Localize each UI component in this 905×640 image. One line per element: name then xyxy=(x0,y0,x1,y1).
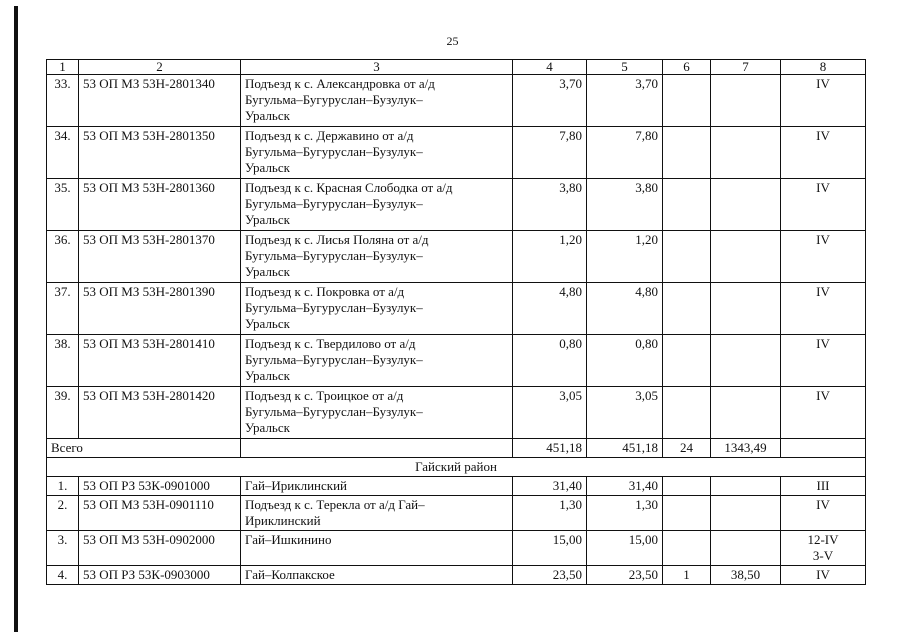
table-row xyxy=(47,335,866,387)
row-number: 3. xyxy=(47,531,79,566)
road-category-line: 3-V xyxy=(812,548,834,563)
road-code: 53 ОП МЗ 53Н-2801350 xyxy=(79,127,241,179)
road-name xyxy=(241,283,513,335)
road-name-line: Подъезд к с. Александровка от а/д xyxy=(245,76,435,91)
table-row xyxy=(47,179,866,231)
bridges-length xyxy=(711,335,781,387)
bridges-length xyxy=(711,477,781,496)
bridges-length xyxy=(711,387,781,439)
row-number: 33. xyxy=(47,75,79,127)
road-name xyxy=(241,496,513,531)
table-row xyxy=(47,566,866,585)
length-hard-surface: 3,80 xyxy=(587,179,663,231)
road-category-line: IV xyxy=(816,497,830,512)
road-name-line: Уральск xyxy=(245,316,290,331)
road-category-line: III xyxy=(816,478,830,493)
total-category xyxy=(781,439,866,458)
bridges-count xyxy=(663,231,711,283)
road-category-line: 12-IV xyxy=(807,532,839,547)
table-row xyxy=(47,496,866,531)
road-name-line: Уральск xyxy=(245,264,290,279)
length-hard-surface: 15,00 xyxy=(587,531,663,566)
road-category: IV xyxy=(781,335,866,387)
road-name-line: Уральск xyxy=(245,368,290,383)
road-category: IV xyxy=(781,387,866,439)
bridges-length xyxy=(711,531,781,566)
road-category: IV xyxy=(781,127,866,179)
total-label: Всего xyxy=(47,439,241,458)
table-row xyxy=(47,477,866,496)
bridges-count: 1 xyxy=(663,566,711,585)
road-name-line: Уральск xyxy=(245,108,290,123)
road-name-line: Подъезд к с. Твердилово от а/д xyxy=(245,336,416,351)
road-name-line: Бугульма–Бугуруслан–Бузулук– xyxy=(245,92,423,107)
header-row xyxy=(47,60,866,75)
table-row xyxy=(47,387,866,439)
bridges-count xyxy=(663,127,711,179)
bridges-length xyxy=(711,179,781,231)
total-bridges-length: 1343,49 xyxy=(711,439,781,458)
road-name-line: Бугульма–Бугуруслан–Бузулук– xyxy=(245,196,423,211)
header-cell: 5 xyxy=(587,60,663,75)
roads-table xyxy=(46,59,866,585)
bridges-count xyxy=(663,477,711,496)
road-code: 53 ОП МЗ 53Н-2801370 xyxy=(79,231,241,283)
row-number: 4. xyxy=(47,566,79,585)
header-cell: 3 xyxy=(241,60,513,75)
road-category: IV xyxy=(781,283,866,335)
road-name-line: Подъезд к с. Державино от а/д xyxy=(245,128,414,143)
length-hard-surface: 4,80 xyxy=(587,283,663,335)
row-number: 36. xyxy=(47,231,79,283)
length-total: 7,80 xyxy=(513,127,587,179)
road-category xyxy=(781,477,866,496)
bridges-length xyxy=(711,75,781,127)
row-number: 1. xyxy=(47,477,79,496)
bridges-count xyxy=(663,335,711,387)
road-category: IV xyxy=(781,231,866,283)
length-hard-surface: 1,30 xyxy=(587,496,663,531)
header-cell: 6 xyxy=(663,60,711,75)
road-name-line: Подъезд к с. Красная Слободка от а/д xyxy=(245,180,453,195)
table-row xyxy=(47,75,866,127)
road-name xyxy=(241,477,513,496)
row-number: 34. xyxy=(47,127,79,179)
road-name-line: Бугульма–Бугуруслан–Бузулук– xyxy=(245,144,423,159)
length-total: 1,20 xyxy=(513,231,587,283)
road-name xyxy=(241,179,513,231)
bridges-count xyxy=(663,75,711,127)
length-hard-surface: 23,50 xyxy=(587,566,663,585)
road-name xyxy=(241,566,513,585)
bridges-length: 38,50 xyxy=(711,566,781,585)
road-name-line: Уральск xyxy=(245,212,290,227)
bridges-count xyxy=(663,283,711,335)
road-code: 53 ОП МЗ 53Н-2801420 xyxy=(79,387,241,439)
total-bridges-count: 24 xyxy=(663,439,711,458)
road-code: 53 ОП МЗ 53Н-2801340 xyxy=(79,75,241,127)
total-hard-surface: 451,18 xyxy=(587,439,663,458)
road-name xyxy=(241,531,513,566)
row-number: 38. xyxy=(47,335,79,387)
bridges-count xyxy=(663,531,711,566)
length-hard-surface: 7,80 xyxy=(587,127,663,179)
road-name-line: Бугульма–Бугуруслан–Бузулук– xyxy=(245,404,423,419)
row-number: 35. xyxy=(47,179,79,231)
road-category xyxy=(781,566,866,585)
scan-edge-line xyxy=(14,6,18,632)
road-name-line: Ириклинский xyxy=(245,513,321,528)
row-number: 39. xyxy=(47,387,79,439)
road-code: 53 ОП МЗ 53Н-2801390 xyxy=(79,283,241,335)
bridges-count xyxy=(663,387,711,439)
bridges-count xyxy=(663,179,711,231)
bridges-length xyxy=(711,496,781,531)
total-length: 451,18 xyxy=(513,439,587,458)
road-name-line: Гай–Ишкинино xyxy=(245,532,332,547)
road-category-line: IV xyxy=(816,567,830,582)
road-name xyxy=(241,335,513,387)
length-total: 23,50 xyxy=(513,566,587,585)
district-heading: Гайский район xyxy=(47,458,866,477)
table-row xyxy=(47,283,866,335)
road-name-line: Бугульма–Бугуруслан–Бузулук– xyxy=(245,300,423,315)
header-cell: 4 xyxy=(513,60,587,75)
row-number: 2. xyxy=(47,496,79,531)
header-cell: 7 xyxy=(711,60,781,75)
length-total: 15,00 xyxy=(513,531,587,566)
road-code: 53 ОП РЗ 53К-0903000 xyxy=(79,566,241,585)
header-cell: 1 xyxy=(47,60,79,75)
page-number: 25 xyxy=(446,34,459,48)
road-name-line: Подъезд к с. Терекла от а/д Гай– xyxy=(245,497,425,512)
road-code: 53 ОП МЗ 53Н-0902000 xyxy=(79,531,241,566)
bridges-count xyxy=(663,496,711,531)
length-total: 3,05 xyxy=(513,387,587,439)
total-row xyxy=(47,439,866,458)
road-category xyxy=(781,496,866,531)
road-name-line: Бугульма–Бугуруслан–Бузулук– xyxy=(245,352,423,367)
length-hard-surface: 1,20 xyxy=(587,231,663,283)
road-name-line: Гай–Колпакское xyxy=(245,567,335,582)
bridges-length xyxy=(711,127,781,179)
bridges-length xyxy=(711,283,781,335)
road-name-line: Уральск xyxy=(245,420,290,435)
total-empty xyxy=(241,439,513,458)
row-number: 37. xyxy=(47,283,79,335)
road-code: 53 ОП МЗ 53Н-0901110 xyxy=(79,496,241,531)
length-total: 31,40 xyxy=(513,477,587,496)
road-code: 53 ОП РЗ 53К-0901000 xyxy=(79,477,241,496)
road-category: IV xyxy=(781,179,866,231)
road-name-line: Подъезд к с. Покровка от а/д xyxy=(245,284,405,299)
header-cell: 2 xyxy=(79,60,241,75)
bridges-length xyxy=(711,231,781,283)
length-hard-surface: 3,05 xyxy=(587,387,663,439)
length-hard-surface: 3,70 xyxy=(587,75,663,127)
road-name xyxy=(241,231,513,283)
road-name-line: Подъезд к с. Лисья Поляна от а/д xyxy=(245,232,429,247)
length-total: 0,80 xyxy=(513,335,587,387)
road-name xyxy=(241,127,513,179)
length-total: 3,80 xyxy=(513,179,587,231)
road-name-line: Гай–Ириклинский xyxy=(245,478,347,493)
header-cell: 8 xyxy=(781,60,866,75)
road-category: IV xyxy=(781,75,866,127)
table-row xyxy=(47,231,866,283)
road-code: 53 ОП МЗ 53Н-2801360 xyxy=(79,179,241,231)
road-name-line: Подъезд к с. Троицкое от а/д xyxy=(245,388,404,403)
length-total: 1,30 xyxy=(513,496,587,531)
length-total: 4,80 xyxy=(513,283,587,335)
length-total: 3,70 xyxy=(513,75,587,127)
road-name-line: Бугульма–Бугуруслан–Бузулук– xyxy=(245,248,423,263)
table-row xyxy=(47,127,866,179)
road-name xyxy=(241,387,513,439)
road-name-line: Уральск xyxy=(245,160,290,175)
road-code: 53 ОП МЗ 53Н-2801410 xyxy=(79,335,241,387)
table-row xyxy=(47,531,866,566)
length-hard-surface: 0,80 xyxy=(587,335,663,387)
road-name xyxy=(241,75,513,127)
district-row xyxy=(47,458,866,477)
road-category xyxy=(781,531,866,566)
length-hard-surface: 31,40 xyxy=(587,477,663,496)
